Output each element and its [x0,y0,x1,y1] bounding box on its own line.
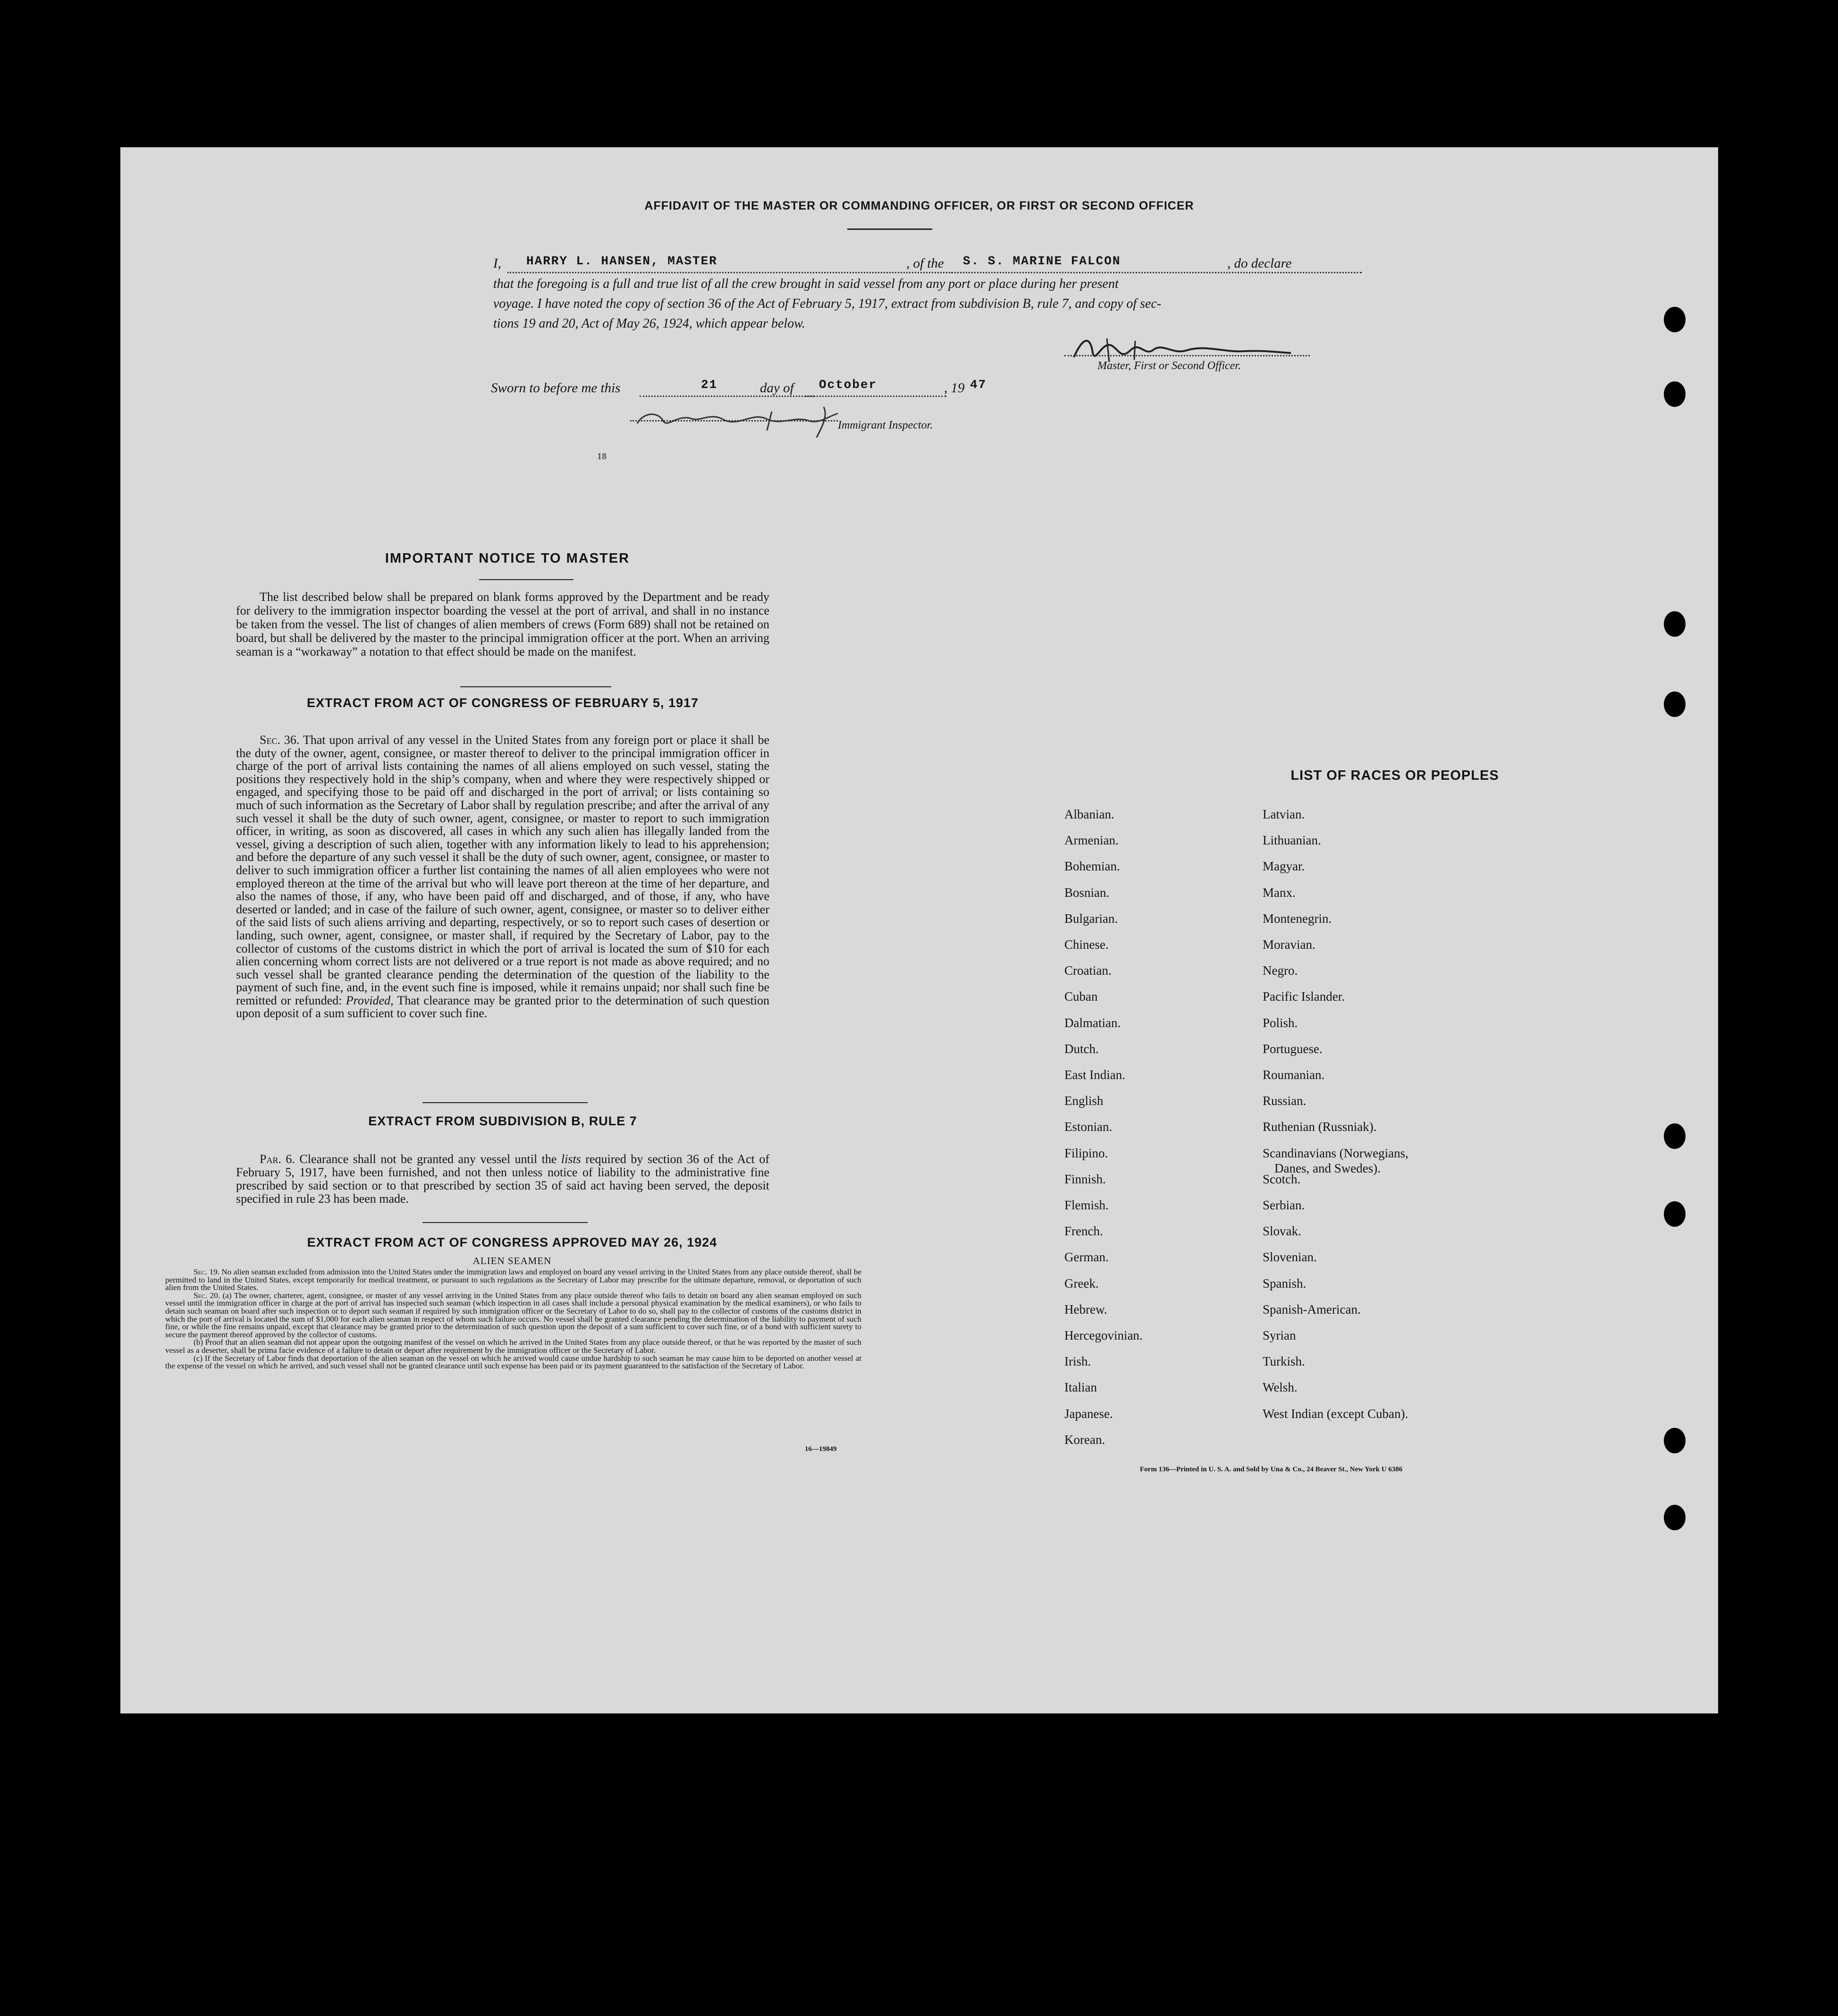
day-of-label: day of [760,380,794,396]
alien-seamen-subtitle: ALIEN SEAMEN [472,1255,552,1266]
important-notice-title: IMPORTANT NOTICE TO MASTER [385,551,630,566]
race-item: German. [1064,1250,1109,1265]
stamp-mark: 18 [597,451,607,462]
extract-1917-title: EXTRACT FROM ACT OF CONGRESS OF FEBRUARY 5, 1917 [306,696,699,710]
lists-word: lists [561,1152,581,1166]
race-item: English [1064,1094,1104,1108]
binder-hole [1664,381,1686,407]
sworn-month: October [819,378,877,392]
rule7-title: EXTRACT FROM SUBDIVISION B, RULE 7 [368,1114,637,1128]
extract-1924-body [165,1268,861,1370]
race-item: Pacific Islander. [1263,989,1345,1004]
races-title: LIST OF RACES OR PEOPLES [1290,768,1499,783]
race-item: Polish. [1263,1015,1298,1030]
do-declare-label: , do declare [1227,256,1292,271]
sec-20a-text: (a) The owner, charterer, agent, consignee, or master of any vessel arriving in the United States from any place outside thereof who fails to detain on board any alien seaman employed on such vessel until the immigration officer in charge at the port of arrival has inspected such seaman (which inspection in all cases shall include a personal physical examination by the medical examiners), or who fails to detain such seaman on board after such inspection or to deport such seaman if required by such immigration officer or the Secretary of Labor to do so, shall pay to the collector of customs of the customs district in which the port of arrival is located the sum of $1,000 for each alien seaman in respect of whom such failure occurs. No vessel shall be granted clearance pending the determination of the liability to payment of such fine, or while the fine remains unpaid, except that clearance may be granted prior to the determination of such question upon the deposit of a sum sufficient to cover such fine, or of a bond with sufficient surety to secure the payment thereof approved by the collector of customs. [165,1291,861,1339]
declaration-line-3: tions 19 and 20, Act of May 26, 1924, which appear below. [493,316,805,331]
sworn-year: 47 [970,378,987,392]
rule7-divider [422,1102,588,1103]
vessel-name: S. S. MARINE FALCON [963,254,1121,268]
race-item: Welsh. [1263,1380,1298,1395]
inspector-signature-line [630,411,838,422]
race-item: French. [1064,1224,1103,1239]
document-page [120,147,1718,1713]
race-item: Greek. [1064,1276,1099,1291]
inspector-caption: Immigrant Inspector. [838,419,933,431]
race-item: Slovak. [1263,1224,1301,1239]
race-item: Russian. [1263,1094,1307,1108]
vessel-name-field [951,254,1362,273]
binder-hole [1664,307,1686,332]
sworn-month-field [805,378,946,397]
race-item: West Indian (except Cuban). [1263,1406,1408,1421]
rule7-text-a: Clearance shall not be granted any vessel until the [299,1152,557,1166]
provided-label: Provided, [346,993,394,1007]
race-item: Ruthenian (Russniak). [1263,1120,1377,1134]
race-item: Hercegovinian. [1064,1328,1143,1342]
form-printer-note: Form 136—Printed in U. S. A. and Sold by Una & Co., 24 Beaver St., New York U 6386 [1140,1466,1403,1473]
sec-19-label: Sec. 19. [194,1267,220,1276]
binder-hole [1664,1123,1686,1149]
sec-20b-text: (b) Proof that an alien seaman did not appear upon the outgoing manifest of the vessel on which he arrived in the United States from any place outside thereof, or that he was reported by the master of such vessel as a deserter, shall be prima facie evidence of a failure to detain or deport after requirement by the immigration officer or the Secretary of Labor. [165,1338,861,1355]
binder-hole [1664,611,1686,637]
race-item: Latvian. [1263,807,1305,821]
race-item: Japanese. [1064,1406,1113,1421]
sec-36-text: That upon arrival of any vessel in the United States from any foreign port or place it shall be the duty of the owner, agent, consignee, or master thereof to deliver to the principal immigration officer in charge of the port of arrival lists containing the names of all aliens employed on such vessel, stating the positions they respectively hold in the ship’s company, when and where they were respectively shipped or engaged, and specifying those to be paid off and discharged in the port of arrival; or lists containing so much of such information as the Secretary of Labor shall by regulation prescribe; and after the arrival of any such vessel it shall be the duty of such owner, agent, consignee, or master to report to such immigration officer, in writing, as soon as discovered, all cases in which any such alien has illegally landed from the vessel, giving a description of such alien, together with any information likely to lead to his apprehension; and before the departure of any such vessel it shall be the duty of such owner, agent, consignee, or master to deliver to such immigration officer a further list containing the names of all alien employees who were not employed thereon at the time of the arrival but who will leave port thereon at the time of her departure, and also the names of those, if any, who have been paid off and discharged, and of those, if any, who have deserted or landed; and in case of the failure of such owner, agent, consignee, or master so to deliver either of the said lists of such aliens arriving and departing, respectively, or so to report such cases of desertion or landing, such owner, agent, consignee, or master shall, if required by the Secretary of Labor, pay to the collector of customs of the customs district in which the port of arrival is located the sum of $10 for each alien concerning whom correct lists are not delivered or a true report is not made as above required; and no such vessel shall be granted clearance pending the determination of the question of the liability to the payment of such fine, and, in the event such fine is imposed, while it remains unpaid; nor shall such fine be remitted or refunded: [236,733,769,1007]
race-item: Bohemian. [1064,859,1120,874]
race-item: Dalmatian. [1064,1015,1121,1030]
race-item: Spanish. [1263,1276,1307,1291]
form-code: 16—19849 [805,1445,837,1453]
i-label: I, [493,256,501,271]
race-item: Montenegrin. [1263,911,1332,926]
race-item: Armenian. [1064,833,1119,848]
race-item: Cuban [1064,989,1098,1004]
signature-line [1064,346,1310,356]
race-item: Scandinavians (Norwegians, [1263,1146,1408,1160]
race-item: Syrian [1263,1328,1296,1342]
declaration-line-2: voyage. I have noted the copy of section 36 of the Act of February 5, 1917, extract from subdivision B, rule 7, and copy of sec- [493,296,1162,311]
race-item: Moravian. [1263,937,1315,952]
binder-hole [1664,1505,1686,1530]
year-prefix: , 19 [944,380,965,396]
sworn-day: 21 [701,378,718,392]
race-item: Spanish-American. [1263,1302,1361,1316]
title-divider [847,228,932,230]
race-item: Dutch. [1064,1041,1099,1056]
master-name-field [507,254,1027,273]
binder-hole [1664,1428,1686,1453]
sec-20c-text: (c) If the Secretary of Labor finds that deportation of the alien seaman on the vessel on which he arrived would cause undue hardship to such seaman he may cause him to be deported on another vessel at the expense of the vessel on which he arrived, and such vessel shall not be granted clearance until such expense has been paid or its payment guaranteed to the satisfaction of the Secretary of Labor. [165,1353,861,1371]
master-name: HARRY L. HANSEN, MASTER [526,254,717,268]
of-the-label: , of the [906,256,944,271]
race-item: Chinese. [1064,937,1109,952]
extract-1924-title: EXTRACT FROM ACT OF CONGRESS APPROVED MAY 26, 1924 [307,1235,717,1249]
race-item: Croatian. [1064,963,1112,978]
race-item: Bosnian. [1064,885,1110,900]
race-item: Scotch. [1263,1172,1301,1186]
race-item: Manx. [1263,885,1296,900]
rule7-body [236,1153,769,1206]
extract-1924-divider [422,1222,588,1223]
provided-text: That clearance may be granted prior to the determination of such question upon deposit of a sum sufficient to cover such fine. [236,993,770,1021]
race-item: Turkish. [1263,1354,1305,1369]
sec-20-label: Sec. 20. [194,1291,220,1300]
race-item: Negro. [1263,963,1298,978]
binder-hole [1664,1201,1686,1227]
sec-19-text: No alien seaman excluded from admission into the United States under the immigration laws and employed on board any vessel arriving in the United States from any place outside thereof, shall be permitted to land in the United States, except temporarily for medical treatment, or pursuant to such regulations as the Secretary of Labor may prescribe for the ultimate departure, removal, or deportation of such alien from the United States. [165,1267,861,1292]
race-item: Bulgarian. [1064,911,1118,926]
race-item: Lithuanian. [1263,833,1321,848]
extract-1917-body [236,734,769,1020]
race-item: Albanian. [1064,807,1114,821]
affidavit-title: AFFIDAVIT OF THE MASTER OR COMMANDING OFFICER, OR FIRST OR SECOND OFFICER [644,199,1194,212]
sec-36-label: Sec. 36. [260,733,300,747]
binder-hole [1664,692,1686,717]
race-item: Italian [1064,1380,1097,1395]
race-item: Roumanian. [1263,1068,1325,1082]
signer-caption: Master, First or Second Officer. [1097,360,1241,372]
rule7-text-b: required by section 36 of the Act of February 5, 1917, have been furnished, and not then unless notice of liability to the administrative fine prescribed by said section or to that prescribed by section 35 of said act having been served, the deposit specified in rule 23 has been made. [236,1152,770,1206]
important-notice-body: The list described below shall be prepared on blank forms approved by the Department and be ready for delivery to the immigration inspector boarding the vessel at the port of arrival, and shall in no instance be taken from the vessel. The list of changes of alien members of crews (Form 689) shall not be retained on board, but shall be delivered by the master to the principal immigration officer at the port. When an arriving seaman is a “workaway” a notation to that effect should be made on the manifest. [236,590,769,658]
declaration-line-1: that the foregoing is a full and true list of all the crew brought in said vessel from any port or place during her present [493,277,1119,291]
race-item: Korean. [1064,1432,1105,1447]
race-item: Portuguese. [1263,1041,1323,1056]
race-item: Danes, and Swedes). [1274,1161,1381,1175]
extract-1917-divider [460,686,611,687]
race-item: East Indian. [1064,1068,1125,1082]
notice-divider [479,579,573,580]
race-item: Finnish. [1064,1172,1106,1186]
race-item: Hebrew. [1064,1302,1107,1316]
race-item: Filipino. [1064,1146,1108,1160]
race-item: Irish. [1064,1354,1091,1369]
race-item: Flemish. [1064,1198,1109,1212]
race-item: Estonian. [1064,1120,1113,1134]
race-item: Serbian. [1263,1198,1305,1212]
par-6-label: Par. 6. [260,1152,295,1166]
race-item: Magyar. [1263,859,1305,874]
race-item: Slovenian. [1263,1250,1317,1265]
sworn-label: Sworn to before me this [491,380,621,396]
